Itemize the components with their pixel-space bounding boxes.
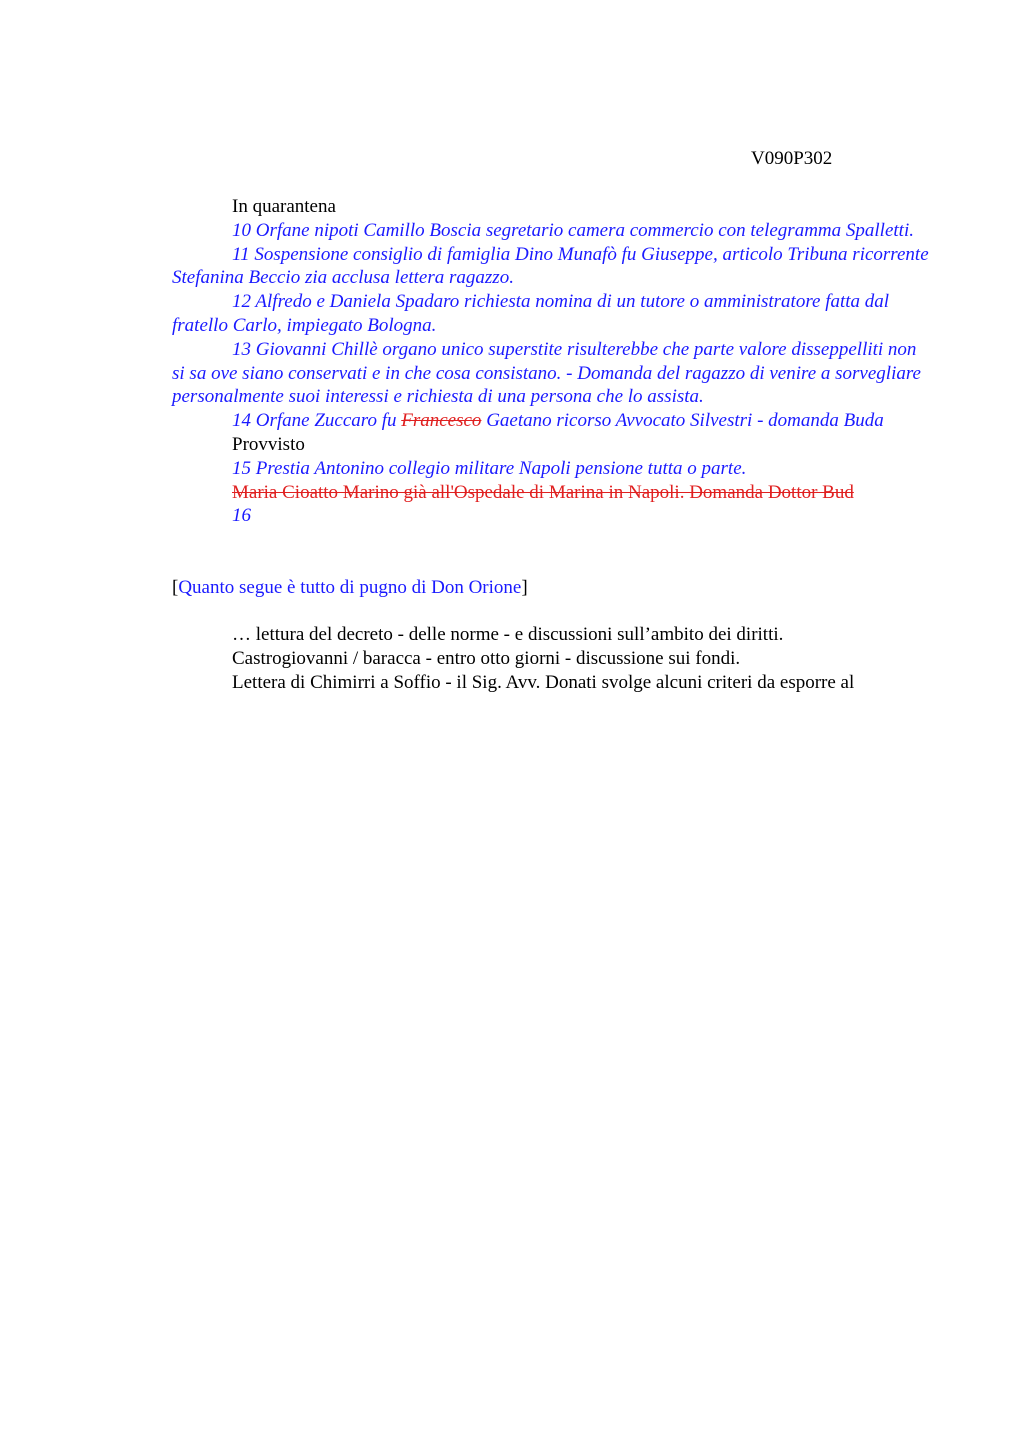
item-10: 10 Orfane nipoti Camillo Boscia segretario camera commercio con telegramma Spalletti. bbox=[232, 219, 914, 241]
heading-quarantena: In quarantena bbox=[232, 196, 336, 217]
editorial-note bbox=[172, 576, 932, 600]
final-line-1: … lettura del decreto - delle norme - e discussioni sull’ambito dei diritti. bbox=[232, 623, 784, 645]
item-12: 12 Alfredo e Daniela Spadaro richiesta nomina di un tutore o amministratore fatta dal fratello Carlo, impiegato Bologna. bbox=[172, 291, 890, 336]
item-13: 13 Giovanni Chillè organo unico superstite risulterebbe che parte valore disseppelliti non si sa ove siano conservati e in che cosa consistano. - Domanda del ragazzo di venire a sorvegliare personalmente suoi interessi e richiesta di una persona che lo assista. bbox=[172, 338, 921, 408]
item-15: 15 Prestia Antonino collegio militare Napoli pensione tutta o parte. bbox=[232, 457, 747, 479]
item-14-deleted-word: Francesco bbox=[401, 410, 482, 432]
note-text: Quanto segue è tutto di pugno di Don Orione bbox=[178, 577, 522, 599]
heading-provvisto: Provvisto bbox=[232, 433, 305, 455]
item-14 bbox=[172, 409, 932, 433]
note-open-bracket: [ bbox=[172, 577, 179, 599]
item-16: 16 bbox=[232, 505, 251, 527]
final-line-2: Castrogiovanni / baracca - entro otto giorni - discussione sui fondi. bbox=[232, 647, 741, 669]
document-body bbox=[172, 195, 932, 694]
page-id: V090P302 bbox=[751, 148, 833, 169]
item-11: 11 Sospensione consiglio di famiglia Dino Munafò fu Giuseppe, articolo Tribuna ricorrente Stefanina Beccio zia acclusa lettera ragazzo. bbox=[172, 243, 929, 289]
final-line-3: Lettera di Chimirri a Soffio - il Sig. Avv. Donati svolge alcuni criteri da esporre al bbox=[232, 671, 855, 693]
item-14-start: 14 Orfane Zuccaro fu bbox=[232, 410, 402, 432]
item-14-end: Gaetano ricorso Avvocato Silvestri - domanda Buda bbox=[481, 410, 884, 432]
spacer bbox=[172, 528, 932, 576]
deleted-line: Maria Cioatto Marino già all'Ospedale di Marina in Napoli. Domanda Dottor Bud bbox=[232, 481, 854, 503]
note-close-bracket: ] bbox=[521, 577, 528, 599]
spacer bbox=[172, 600, 932, 623]
